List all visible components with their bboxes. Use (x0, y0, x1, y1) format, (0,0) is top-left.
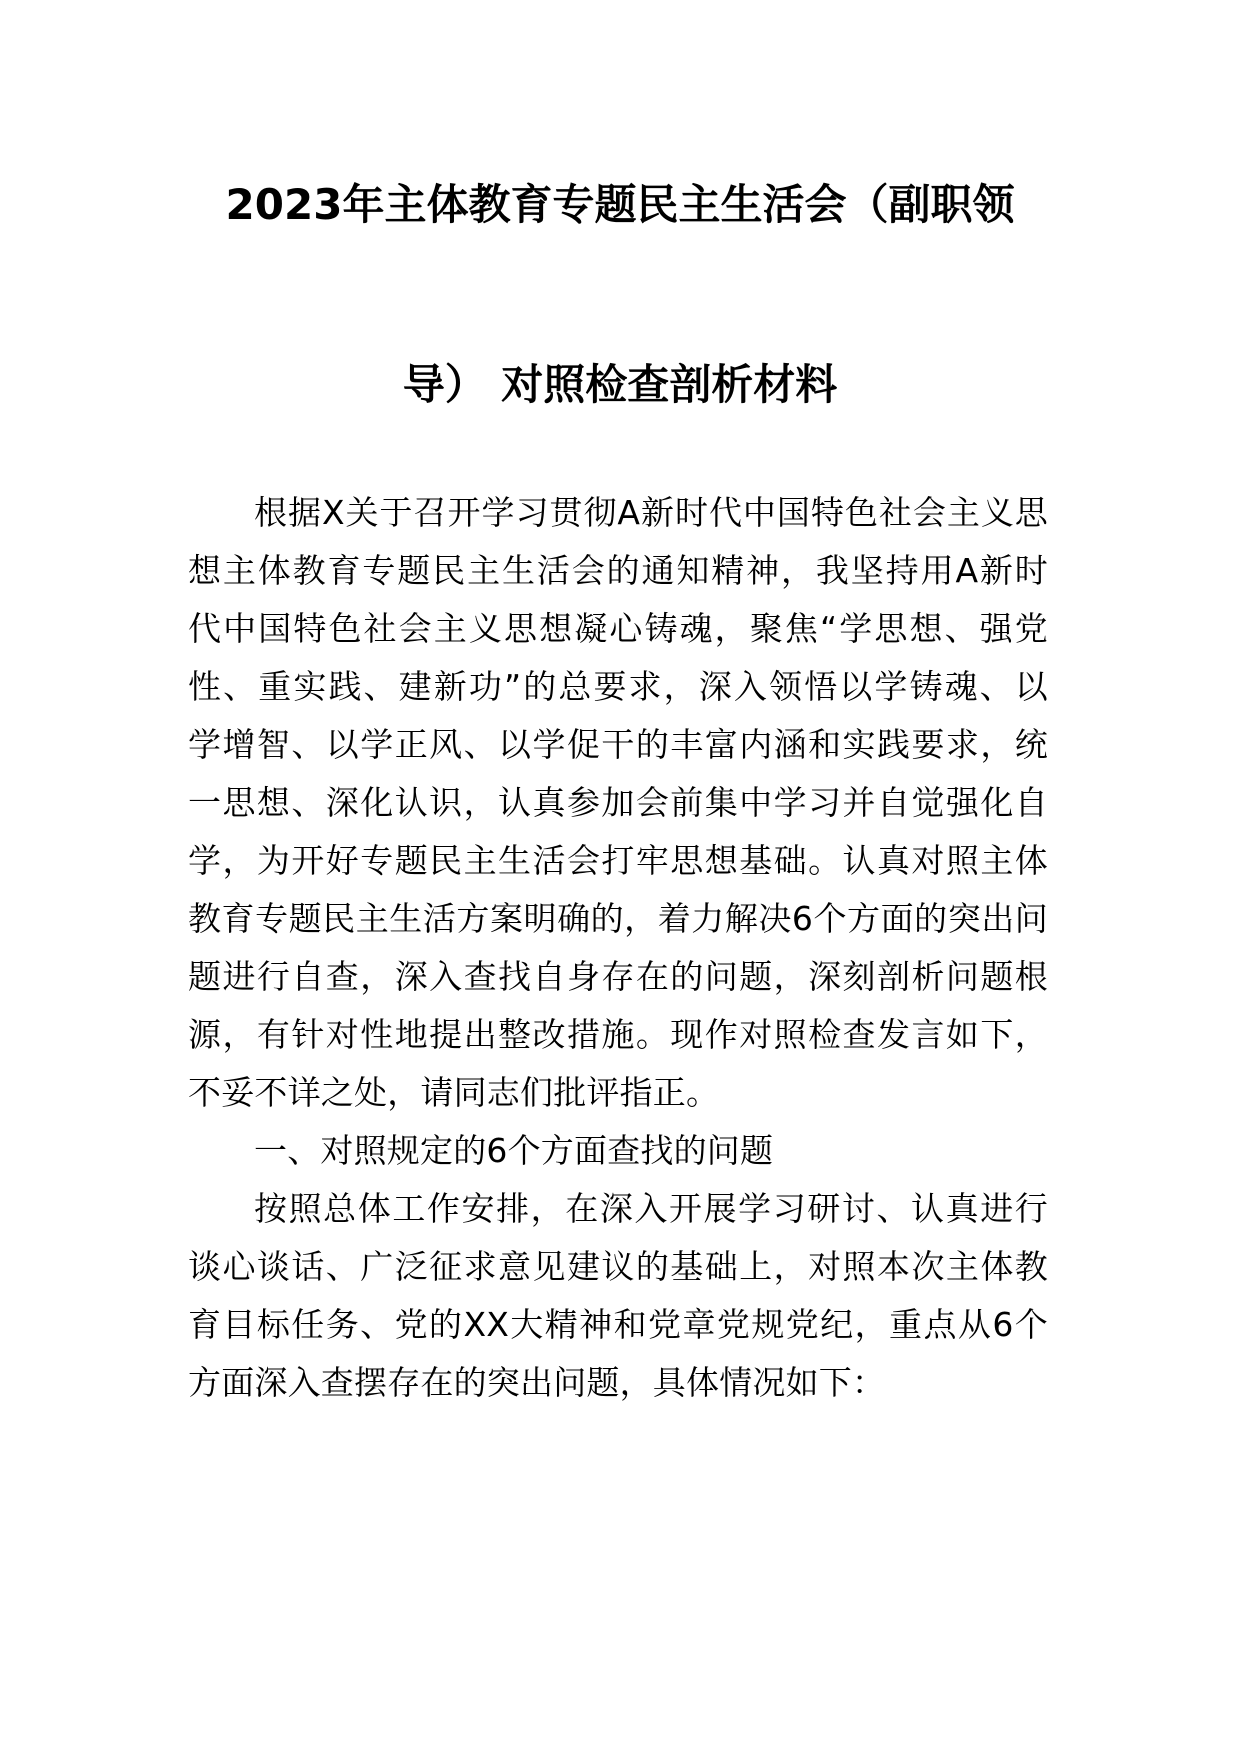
document-title-line-2: 导） 对照检查剖析材料 (402, 360, 838, 409)
paragraph-2-line: 方面深入查摆存在的突出问题，具体情况如下： (188, 1363, 886, 1402)
paragraph-1-line: 根据X关于召开学习贯彻A新时代中国特色社会主义思 (254, 493, 1048, 532)
paragraph-2-line: 按照总体工作安排，在深入开展学习研讨、认真进行 (254, 1189, 1048, 1228)
paragraph-1-line: 一思想、深化认识，认真参加会前集中学习并自觉强化自 (188, 783, 1048, 822)
paragraph-1-line: 代中国特色社会主义思想凝心铸魂，聚焦“学思想、强党 (188, 609, 1048, 648)
paragraph-1-line: 学增智、以学正风、以学促干的丰富内涵和实践要求，统 (188, 725, 1048, 764)
paragraph-1-line: 学，为开好专题民主生活会打牢思想基础。认真对照主体 (188, 841, 1048, 880)
paragraph-1-line: 源，有针对性地提出整改措施。现作对照检查发言如下， (188, 1015, 1048, 1054)
paragraph-1-line: 性、重实践、建新功”的总要求，深入领悟以学铸魂、以 (188, 667, 1048, 706)
paragraph-1-line: 不妥不详之处，请同志们批评指正。 (188, 1073, 720, 1112)
section-heading-1: 一、对照规定的6个方面查找的问题 (254, 1131, 774, 1170)
paragraph-2-line: 育目标任务、党的XX大精神和党章党规党纪，重点从6个 (188, 1305, 1048, 1344)
paragraph-1-line: 想主体教育专题民主生活会的通知精神，我坚持用A新时 (188, 551, 1048, 590)
paragraph-1-line: 题进行自查，深入查找自身存在的问题，深刻剖析问题根 (188, 957, 1048, 996)
paragraph-1-line: 教育专题民主生活方案明确的，着力解决6个方面的突出问 (188, 899, 1048, 938)
paragraph-2-line: 谈心谈话、广泛征求意见建议的基础上，对照本次主体教 (188, 1247, 1048, 1286)
document-title-line-1: 2023年主体教育专题民主生活会（副职领 (225, 180, 1015, 229)
